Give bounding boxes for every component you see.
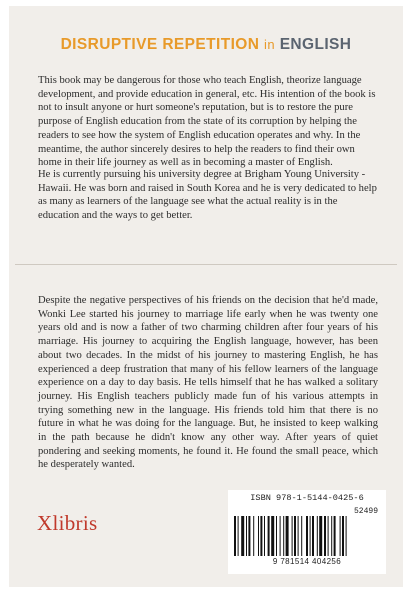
section-divider bbox=[15, 264, 397, 265]
publisher-logo: Xlibris bbox=[37, 511, 98, 535]
title-main: DISRUPTIVE REPETITION bbox=[60, 36, 260, 53]
author-biography-paragraph: Despite the negative perspectives of his friends on the decision that he'd made, Wonki Lee started his journey to marriage life early when he was twenty one years old and is now a father of two charming children after four years of his marriage. His journey to acquiring the English language, however, has been about two decades. In the midst of his journey to mastering English, he has experienced a deep frustration that many of his fellow learners of the language experience on a day to day basis. He tells himself that he has walked a solitary journey. His English teachers publicly made fun of his various attempts in trying something new in the language. His friends told him that there is no future in what he was doing for the language. But, he insisted to keep walking in the path because he didn't know any other way. After years of quiet pondering and seeking moments, he found it. He found the small peace, which he desperately wanted. bbox=[38, 295, 378, 471]
barcode-bars bbox=[234, 516, 380, 556]
book-title bbox=[0, 36, 412, 54]
price-code: 52499 bbox=[353, 507, 378, 516]
isbn-label: ISBN 978-1-5144-0425-6 bbox=[250, 493, 364, 503]
author-study-paragraph: He is currently pursuing his university degree at Brigham Young University - Hawaii. He was born and raised in South Korea and he is very dedicated to help as many as learners of the language see what the actual reality is in the education and the ways to get better. bbox=[38, 169, 377, 222]
title-connector: in bbox=[264, 37, 275, 52]
barcode-block bbox=[228, 490, 386, 574]
book-description-paragraph: This book may be dangerous for those who teach English, theorize language development, and provide education in general, etc. His intention of the book is not to insult anyone or hurt someone's reputation, but is to restore the pure purpose of English education from the state of its corruption by helping the readers to see how the system of English education operates and why. In the meantime, the author sincerely desires to help the readers to find their own home in their life journey as well as in becoming a master of English. bbox=[38, 75, 376, 169]
title-language: ENGLISH bbox=[279, 36, 352, 53]
barcode-number: 9 781514 404256 bbox=[272, 557, 342, 566]
